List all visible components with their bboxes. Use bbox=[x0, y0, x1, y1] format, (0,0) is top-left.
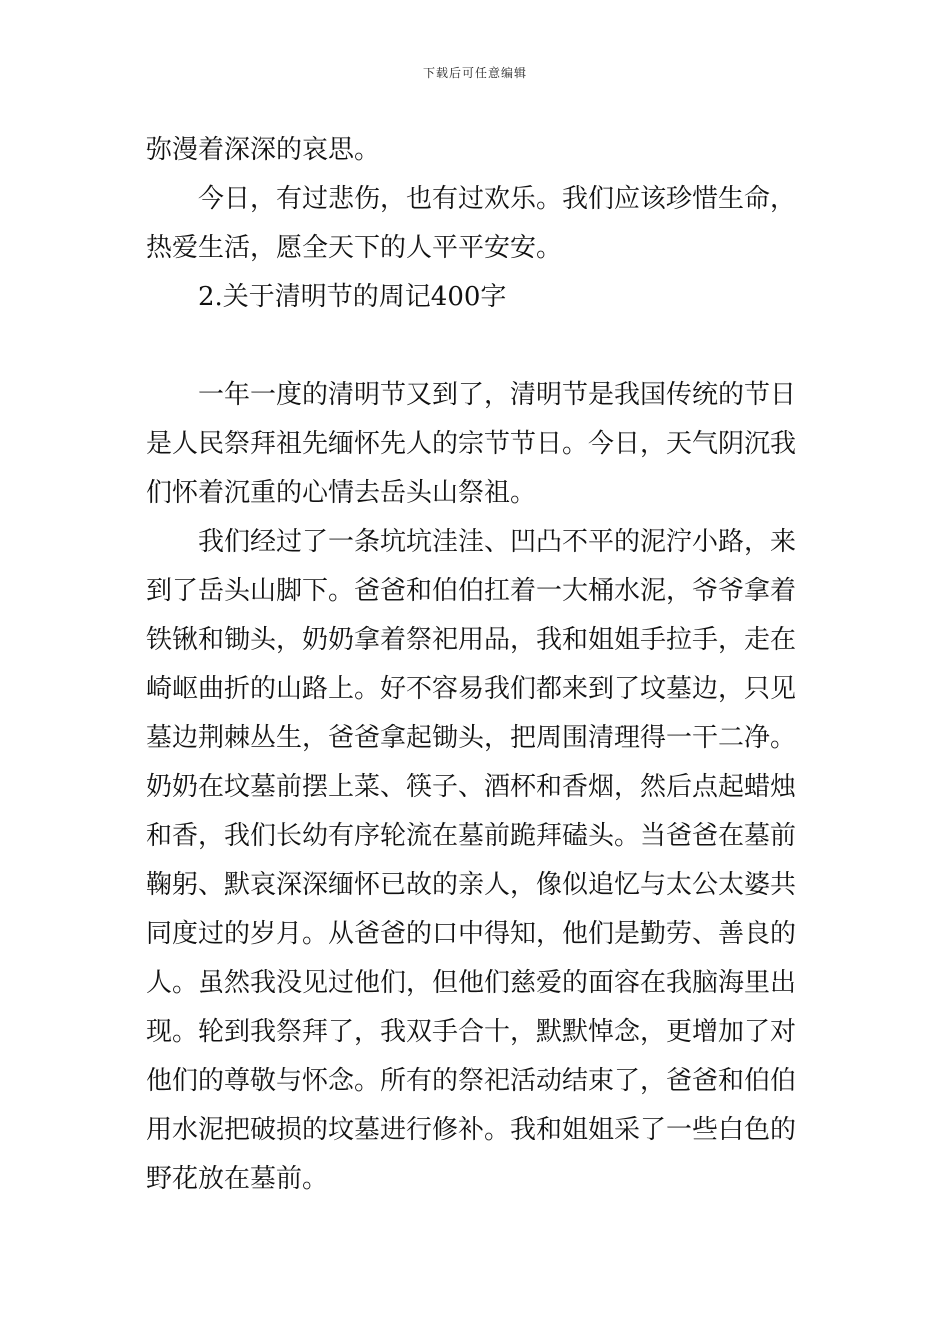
text-line: 墓边荆棘丛生，爸爸拿起锄头，把周围清理得一干二净。 bbox=[146, 723, 797, 753]
text-line: 到了岳头山脚下。爸爸和伯伯扛着一大桶水泥，爷爷拿着 bbox=[146, 576, 797, 606]
text-line: 崎岖曲折的山路上。好不容易我们都来到了坟墓边，只见 bbox=[146, 674, 797, 704]
text-line: 鞠躬、默哀深深缅怀已故的亲人，像似追忆与太公太婆共 bbox=[146, 870, 797, 900]
page-header-note: 下载后可任意编辑 bbox=[422, 66, 527, 80]
text-line: 他们的尊敬与怀念。所有的祭祀活动结束了，爸爸和伯伯 bbox=[146, 1066, 797, 1096]
text-line: 弥漫着深深的哀思。 bbox=[146, 135, 381, 165]
text-line: 们怀着沉重的心情去岳头山祭祖。 bbox=[146, 478, 537, 508]
text-line: 野花放在墓前。 bbox=[146, 1164, 329, 1194]
text-line: 奶奶在坟墓前摆上菜、筷子、酒杯和香烟，然后点起蜡烛 bbox=[146, 772, 797, 802]
paragraph-start-line: 一年一度的清明节又到了，清明节是我国传统的节日 bbox=[198, 380, 797, 410]
text-line: 同度过的岁月。从爸爸的口中得知，他们是勤劳、善良的 bbox=[146, 919, 797, 949]
text-line: 和香，我们长幼有序轮流在墓前跪拜磕头。当爸爸在墓前 bbox=[146, 821, 797, 851]
section-heading: 2.关于清明节的周记400字 bbox=[198, 282, 507, 312]
text-line: 用水泥把破损的坟墓进行修补。我和姐姐采了一些白色的 bbox=[146, 1115, 797, 1145]
text-line: 现。轮到我祭拜了，我双手合十，默默悼念，更增加了对 bbox=[146, 1017, 797, 1047]
text-line: 热爱生活，愿全天下的人平平安安。 bbox=[146, 233, 563, 263]
text-line: 人。虽然我没见过他们，但他们慈爱的面容在我脑海里出 bbox=[146, 968, 797, 998]
document-body bbox=[146, 126, 810, 1204]
text-line: 是人民祭拜祖先缅怀先人的宗节节日。今日，天气阴沉我 bbox=[146, 429, 797, 459]
blank-line bbox=[146, 322, 810, 371]
text-line: 铁锹和锄头，奶奶拿着祭祀用品，我和姐姐手拉手，走在 bbox=[146, 625, 797, 655]
paragraph-start-line: 今日，有过悲伤，也有过欢乐。我们应该珍惜生命， bbox=[198, 184, 797, 214]
paragraph-start-line: 我们经过了一条坑坑洼洼、凹凸不平的泥泞小路，来 bbox=[198, 527, 797, 557]
